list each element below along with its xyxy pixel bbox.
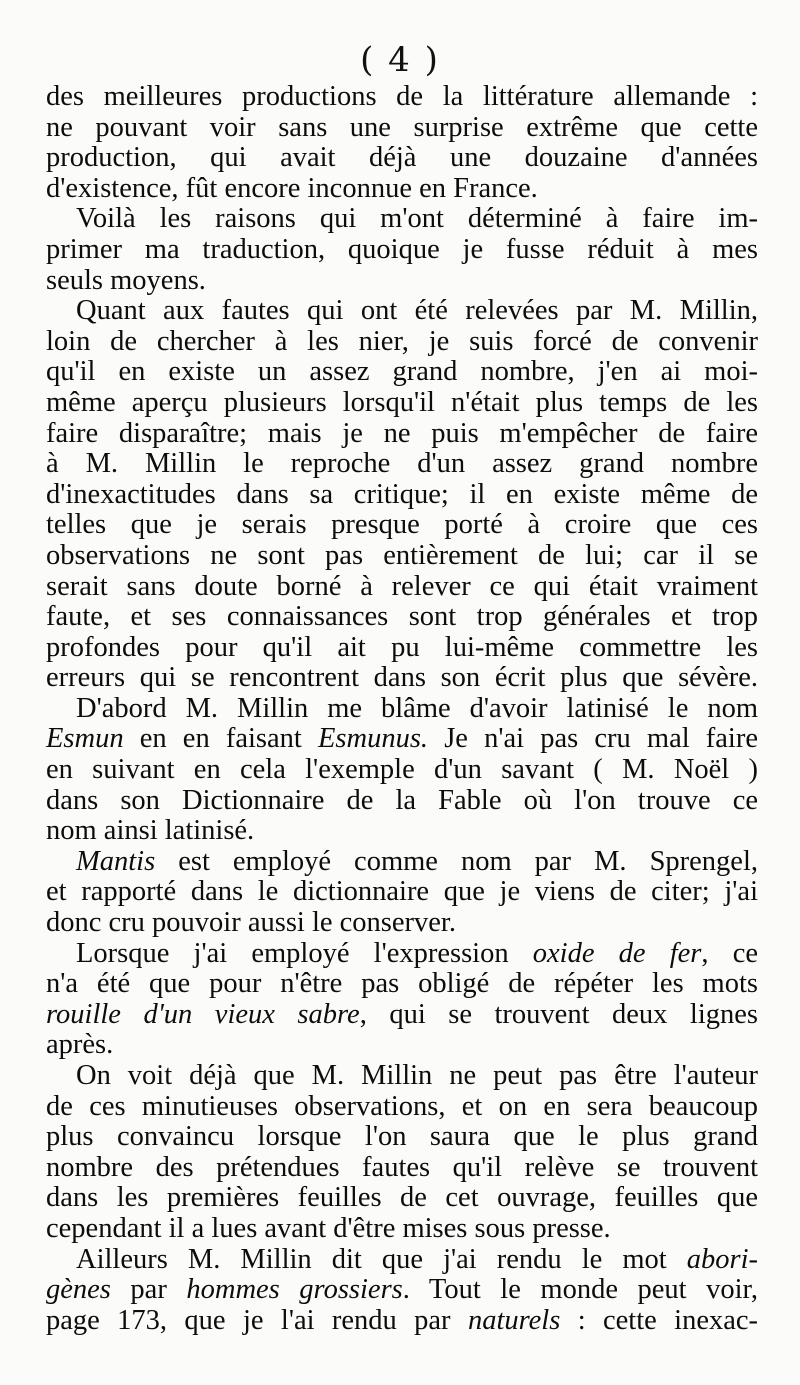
italic-text: rouille d'un vieux sabre bbox=[46, 998, 360, 1030]
text-line: primer ma traduction, quoique je fusse réduit à mes bbox=[46, 233, 758, 265]
text-line: dans son Dictionnaire de la Fable où l'on trouve ce bbox=[46, 784, 758, 816]
italic-text: Mantis bbox=[76, 845, 156, 877]
italic-text: Esmunus. bbox=[317, 723, 429, 755]
text-line: observations ne sont pas entièrement de lui; car il se bbox=[46, 539, 758, 571]
italic-text: abori- bbox=[686, 1243, 758, 1275]
text-line: même aperçu plusieurs lorsqu'il n'était plus temps de les bbox=[46, 386, 758, 418]
text-line bbox=[46, 847, 758, 878]
text-line: après. bbox=[46, 1029, 114, 1061]
italic-text: naturels bbox=[467, 1304, 561, 1336]
text-line: cependant il a lues avant d'être mises sous presse. bbox=[46, 1212, 611, 1244]
text-run: est employé comme nom par M. Sprengel, bbox=[155, 845, 758, 877]
text-line: nombre des prétendues fautes qu'il relève se trouvent bbox=[46, 1151, 758, 1183]
text-line: de ces minutieuses observations, et on en sera beaucoup bbox=[46, 1090, 758, 1122]
italic-text: Esmun bbox=[46, 723, 124, 755]
text-line bbox=[46, 1306, 758, 1337]
text-line: faute, et ses connaissances sont trop générales et trop bbox=[46, 601, 758, 633]
text-line: ne pouvant voir sans une surprise extrême que cette bbox=[46, 111, 758, 143]
text-line: des meilleures productions de la littérature allemande : bbox=[46, 81, 758, 112]
text-line: donc cru pouvoir aussi le conserver. bbox=[46, 907, 456, 939]
text-line bbox=[46, 724, 758, 755]
text-run: Ailleurs M. Millin dit que j'ai rendu le mot bbox=[76, 1243, 687, 1275]
text-line bbox=[46, 1275, 758, 1306]
text-line: erreurs qui se rencontrent dans son écrit plus que sévère. bbox=[46, 662, 758, 694]
text-line: n'a été que pour n'être pas obligé de répéter les mots bbox=[46, 968, 758, 1000]
text-line: dans les premières feuilles de cet ouvrage, feuilles que bbox=[46, 1182, 758, 1214]
text-line: d'existence, fût encore inconnue en France. bbox=[46, 172, 538, 204]
text-line: d'inexactitudes dans sa critique; il en existe même de bbox=[46, 478, 758, 510]
text-line: loin de chercher à les nier, je suis forcé de convenir bbox=[46, 325, 758, 357]
text-line: Quant aux fautes qui ont été relevées par M. Millin, bbox=[76, 295, 758, 327]
text-line: à M. Millin le reproche d'un assez grand nombre bbox=[46, 448, 758, 480]
text-line bbox=[46, 1245, 758, 1276]
text-line: Voilà les raisons qui m'ont déterminé à faire im- bbox=[76, 203, 758, 235]
text-line: faire disparaître; mais je ne puis m'empêcher de faire bbox=[46, 417, 758, 449]
italic-text: gènes bbox=[46, 1274, 111, 1306]
text-line bbox=[46, 1000, 758, 1031]
page-number: ( 4 ) bbox=[360, 40, 440, 80]
text-run: , qui se trouvent deux lignes bbox=[359, 998, 758, 1030]
text-run: Lorsque j'ai employé l'expression bbox=[76, 937, 533, 969]
text-line: en suivant en cela l'exemple d'un savant ( M. Noël ) bbox=[46, 754, 758, 786]
text-run: page 173, que je l'ai rendu par bbox=[46, 1304, 468, 1336]
text-line: plus convaincu lorsque l'on saura que le plus grand bbox=[46, 1121, 758, 1153]
text-line bbox=[46, 939, 758, 970]
text-run: Je n'ai pas cru mal faire bbox=[428, 723, 758, 755]
text-line: telles que je serais presque porté à croire que ces bbox=[46, 509, 758, 541]
text-run: : cette inexac- bbox=[560, 1304, 759, 1336]
text-line: et rapporté dans le dictionnaire que je viens de citer; j'ai bbox=[46, 876, 758, 908]
page-text bbox=[46, 82, 758, 1336]
text-line: production, qui avait déjà une douzaine d'années bbox=[46, 142, 758, 174]
text-line: D'abord M. Millin me blâme d'avoir latinisé le nom bbox=[76, 692, 758, 724]
text-run: . Tout le monde peut voir, bbox=[402, 1274, 759, 1306]
text-line: seuls moyens. bbox=[46, 264, 206, 296]
text-line: profondes pour qu'il ait pu lui-même commettre les bbox=[46, 631, 758, 663]
text-run: , ce bbox=[701, 937, 759, 969]
text-run: en en faisant bbox=[123, 723, 318, 755]
text-line: nom ainsi latinisé. bbox=[46, 815, 255, 847]
italic-text: hommes grossiers bbox=[186, 1274, 403, 1306]
text-line: On voit déjà que M. Millin ne peut pas être l'auteur bbox=[76, 1060, 758, 1091]
text-run: par bbox=[110, 1274, 187, 1306]
text-line: qu'il en existe un assez grand nombre, j'en ai moi- bbox=[46, 356, 758, 388]
text-line: serait sans doute borné à relever ce qui était vraiment bbox=[46, 570, 758, 602]
italic-text: oxide de fer bbox=[532, 937, 702, 969]
